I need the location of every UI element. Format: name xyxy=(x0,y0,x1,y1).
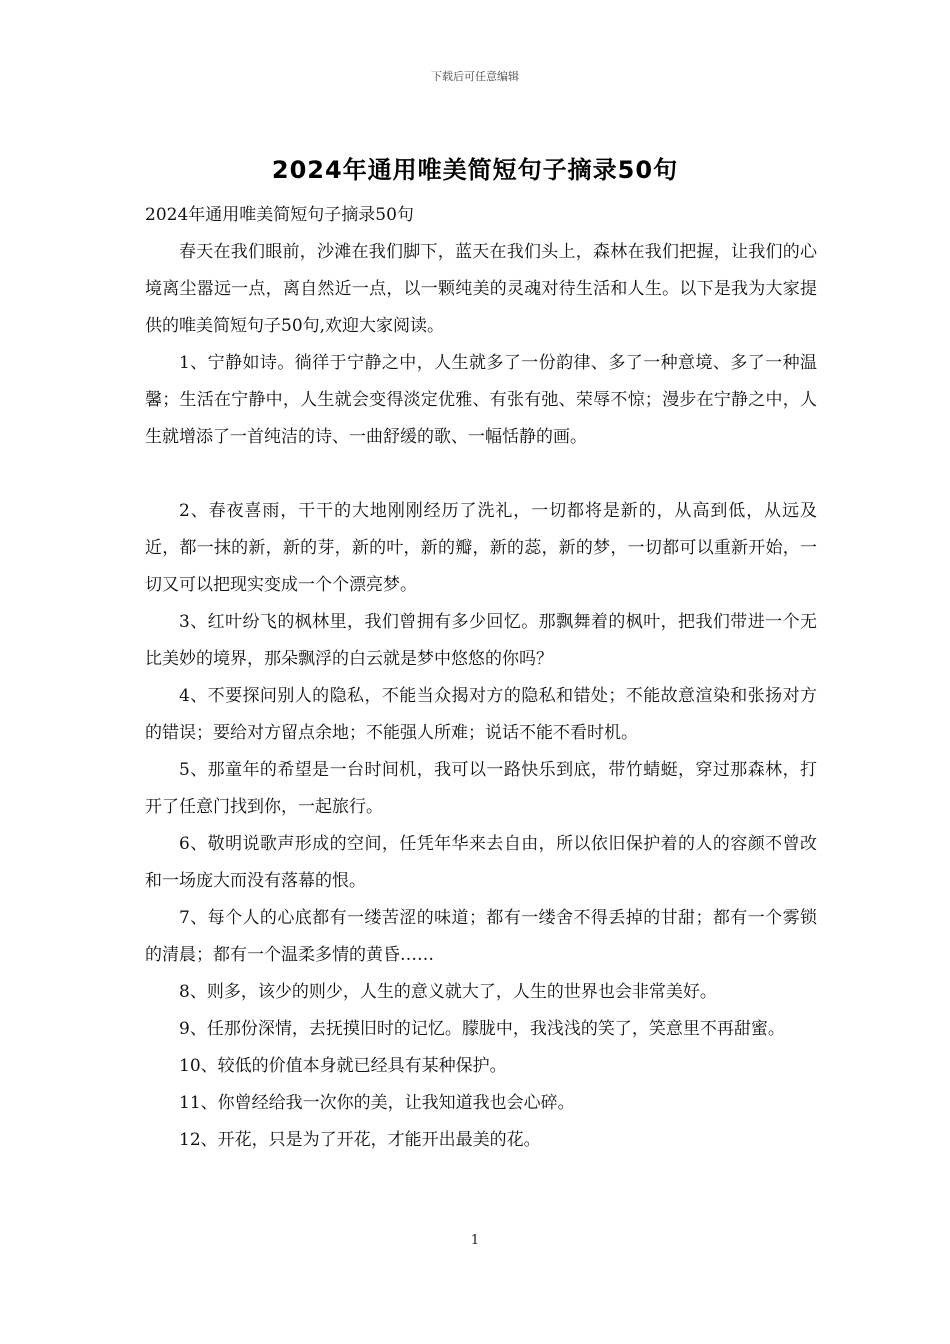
quote-item: 3、红叶纷飞的枫林里，我们曾拥有多少回忆。那飘舞着的枫叶，把我们带进一个无比美妙的境界，那朵飘浮的白云就是梦中悠悠的你吗？ xyxy=(145,612,817,669)
document-subtitle: 2024年通用唯美简短句子摘录50句 xyxy=(145,205,414,225)
page-number: 1 xyxy=(470,1233,480,1248)
intro-paragraph: 春天在我们眼前，沙滩在我们脚下，蓝天在我们头上，森林在我们把握，让我们的心境离尘嚣远一点，离自然近一点，以一颗纯美的灵魂对待生活和人生。以下是我为大家提供的唯美简短句子50句,欢迎大家阅读。 xyxy=(145,242,817,336)
quote-item: 8、则多，该少的则少，人生的意义就大了，人生的世界也会非常美好。 xyxy=(179,982,717,1002)
quote-item: 4、不要探问别人的隐私，不能当众揭对方的隐私和错处；不能故意渲染和张扬对方的错误；要给对方留点余地；不能强人所难；说话不能不看时机。 xyxy=(145,686,817,743)
page-header: 下载后可任意编辑 xyxy=(431,70,519,83)
quote-item: 10、较低的价值本身就已经具有某种保护。 xyxy=(179,1056,507,1076)
quote-item: 6、敬明说歌声形成的空间，任凭年华来去自由，所以依旧保护着的人的容颜不曾改和一场庞大而没有落幕的恨。 xyxy=(145,834,817,891)
quote-item: 11、你曾经给我一次你的美，让我知道我也会心碎。 xyxy=(179,1093,575,1113)
quote-item: 12、开花，只是为了开花，才能开出最美的花。 xyxy=(179,1130,541,1150)
quote-item: 2、春夜喜雨，干干的大地刚刚经历了洗礼，一切都将是新的，从高到低，从远及近，都一抹的新，新的芽，新的叶，新的瓣，新的蕊，新的梦，一切都可以重新开始，一切又可以把现实变成一个个漂亮梦。 xyxy=(145,501,817,595)
quote-item: 5、那童年的希望是一台时间机，我可以一路快乐到底，带竹蜻蜓，穿过那森林，打开了任意门找到你，一起旅行。 xyxy=(145,760,817,817)
quote-item: 9、任那份深情，去抚摸旧时的记忆。朦胧中，我浅浅的笑了，笑意里不再甜蜜。 xyxy=(179,1019,785,1039)
quote-item: 7、每个人的心底都有一缕苦涩的味道；都有一缕舍不得丢掉的甘甜；都有一个雾锁的清晨；都有一个温柔多情的黄昏…… xyxy=(145,908,817,965)
document-title: 2024年通用唯美简短句子摘录50句 xyxy=(271,156,679,184)
document-body xyxy=(145,197,817,1159)
quote-item: 1、宁静如诗。徜徉于宁静之中，人生就多了一份韵律、多了一种意境、多了一种温馨；生活在宁静中，人生就会变得淡定优雅、有张有弛、荣辱不惊；漫步在宁静之中，人生就增添了一首纯洁的诗、一曲舒缓的歌、一幅恬静的画。 xyxy=(145,353,817,447)
